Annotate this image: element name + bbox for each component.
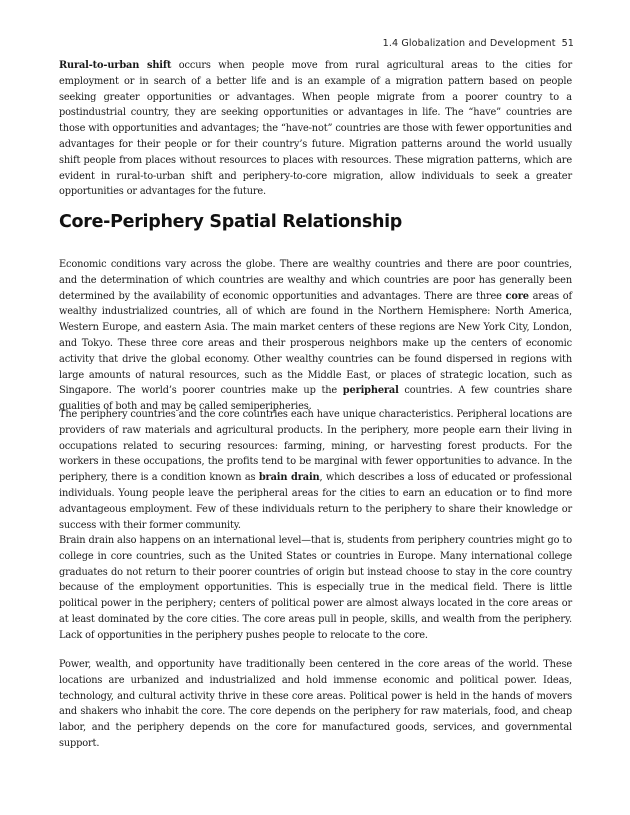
- running-head: [383, 38, 574, 49]
- term-brain-drain: brain drain: [258, 472, 320, 484]
- paragraph-power-wealth: Power, wealth, and opportunity have traditionally been centered in the core areas of the world. These locations are urbanized and industrialized and hold immense economic and political power. Ideas, technology, and cultural activity thrive in these core areas. Political power is held in the hands of movers and shakers who inhabit the core. The core depends on the periphery for raw materials, food, and cheap labor, and the periphery depends on the core for manufactured goods, services, and governmental support.: [59, 659, 572, 749]
- paragraph-periphery-core: [59, 407, 572, 533]
- section-heading: Core-Periphery Spatial Relationship: [59, 212, 403, 232]
- term-core: core: [505, 290, 529, 302]
- paragraph-rural-to-urban: [59, 58, 572, 200]
- paragraph-text: areas of wealthy industrialized countries, all of which are found in the Northern Hemisphere: North America, Western Europe, and eastern Asia. The main market centers of these regions are New York City, London, and Tokyo. These three core areas and their prosperous neighbors make up the centers of economic activity that drive the global economy. Other wealthy countries can be found dispersed in regions with large amounts of natural resources, such as the Middle East, or places of strategic location, such as Singapore. The world’s poorer countries make up the: [59, 290, 572, 397]
- paragraph-text: countries. A few countries share qualities of both and may be called semiperipheries.: [59, 385, 572, 413]
- paragraph-text: The periphery countries and the core countries each have unique characteristics. Peripheral locations are providers of raw materials and agricultural products. In the periphery, more people earn their living in occupations related to securing resources: farming, mining, or harvesting forest products. For the workers in these occupations, the profits tend to be marginal with fewer opportunities to advance. In the periphery, there is a condition known as: [59, 409, 572, 484]
- paragraph-text: occurs when people move from rural agricultural areas to the cities for employment or in search of a better life and is an example of a migration pattern based on people seeking greater opportunities or advantages. When people migrate from a poorer country to a postindustrial country, they are seeking opportunities or advantages in life. The “have” countries are those with opportunities and advantages; the “have-not” countries are those with fewer opportunities and advantages for their people or for their country’s future. Migration patterns around the world usually shift people from places without resources to places with resources. These migration patterns, which are evident in rural-to-urban shift and periphery-to-core migration, allow individuals to seek a greater opportunities or advantages for the future.: [59, 60, 572, 198]
- paragraph-text: Economic conditions vary across the globe. There are wealthy countries and there are poor countries, and the determination of which countries are wealthy and which countries are poor has generally been determined by the availability of economic opportunities and advantages. There are three: [59, 259, 572, 302]
- running-head-section: 1.4 Globalization and Development: [382, 38, 556, 49]
- page-number: 51: [561, 38, 574, 49]
- term-peripheral: peripheral: [342, 385, 399, 397]
- paragraph-text: , which describes a loss of educated or professional individuals. Young people leave the peripheral areas for the cities to earn an education or to find more advantageous employment. Few of these individuals return to the periphery to share their knowledge or success with their former community.: [59, 472, 572, 531]
- paragraph-brain-drain: Brain drain also happens on an international level—that is, students from periphery countries might go to college in core countries, such as the United States or countries in Europe. Many international college graduates do not return to their poorer countries of origin but instead choose to stay in the core country because of the employment opportunities. This is especially true in the medical field. There is little political power in the periphery; centers of political power are almost always located in the core areas or at least dominated by the core cities. The core areas pull in people, skills, and wealth from the periphery. Lack of opportunities in the periphery pushes people to relocate to the core.: [59, 535, 572, 641]
- paragraph-economic-conditions: [59, 257, 572, 415]
- term-rural-to-urban-shift: Rural-to-urban shift: [59, 60, 172, 71]
